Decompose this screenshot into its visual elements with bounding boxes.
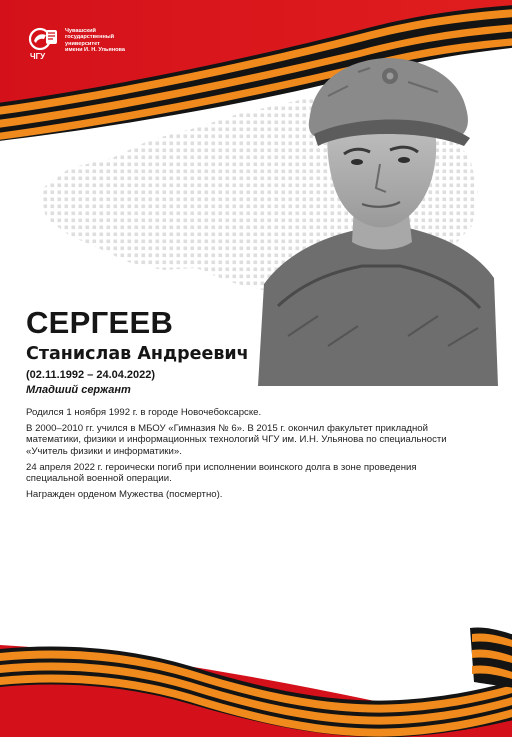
university-abbreviation: ЧГУ xyxy=(30,52,46,61)
military-rank: Младший сержант xyxy=(26,384,131,396)
university-name xyxy=(65,28,125,54)
biography-paragraph-death: 24 апреля 2022 г. героически погиб при исполнении воинского долга в зоне проведения специальной военной операции. xyxy=(26,461,417,485)
life-dates: (02.11.1992 – 24.04.2022) xyxy=(26,369,156,381)
soldier-portrait-sketch xyxy=(258,46,498,386)
given-names: Станислав Андреевич xyxy=(26,344,249,364)
biography-paragraph-award: Награжден орденом Мужества (посмертно). xyxy=(26,489,223,501)
biography-paragraph-birth: Родился 1 ноября 1992 г. в городе Новочебоксарске. xyxy=(26,407,262,418)
university-name-line-2: государственный xyxy=(65,34,115,41)
university-name-line-3: университет xyxy=(65,40,100,47)
biography-paragraph-education: В 2000–2010 гг. учился в МБОУ «Гимназия № 6». В 2015 г. окончил факультет прикладной математики, физики и информационных технологий ЧГУ им. И.Н. Ульянова по специальности «Учитель физики и информатики». xyxy=(26,423,447,457)
surname-heading: СЕРГЕЕВ xyxy=(26,305,174,340)
university-name-line-1: Чувашский xyxy=(65,28,96,34)
university-name-line-4: имени И. Н. Ульянова xyxy=(65,47,125,54)
biography xyxy=(26,407,466,505)
